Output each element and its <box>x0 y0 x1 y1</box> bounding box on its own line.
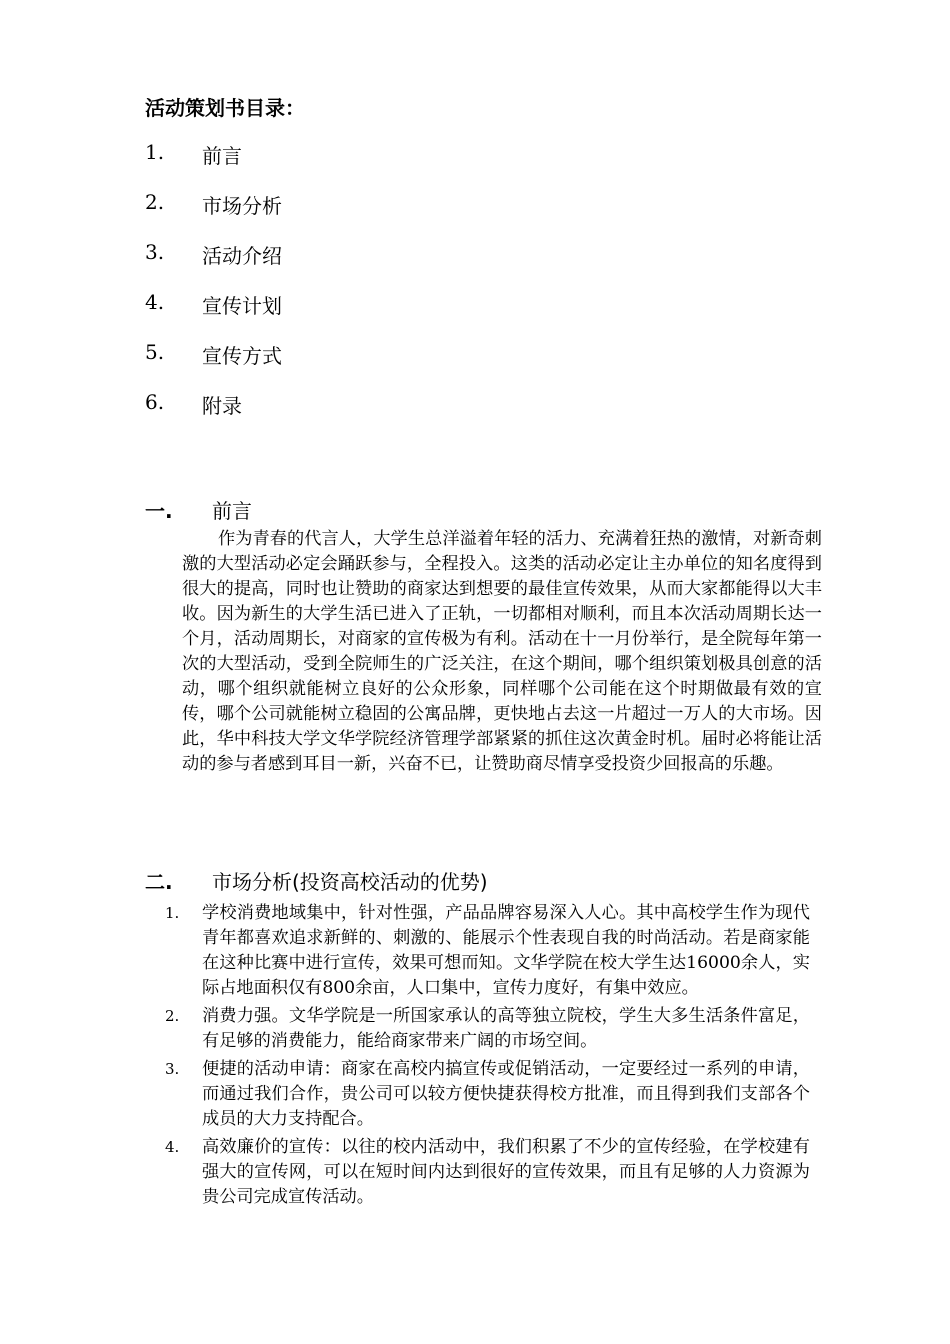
toc-item-label: 宣传方式 <box>202 344 282 368</box>
toc-item <box>145 140 282 190</box>
toc-item-label: 市场分析 <box>202 194 282 218</box>
section1-heading <box>145 495 252 524</box>
section1-title: 前言 <box>212 499 252 523</box>
section1-number: 一. <box>145 499 173 523</box>
list-item-text: 消费力强。文华学院是一所国家承认的高等独立院校，学生大多生活条件富足，有足够的消费能力，能给商家带来广阔的市场空间。 <box>202 1006 810 1051</box>
toc-item-number: 2. <box>145 190 165 214</box>
toc-list <box>145 140 282 440</box>
toc-item-number: 5. <box>145 340 165 364</box>
list-item-number: 2. <box>165 1007 180 1025</box>
toc-item-number: 1. <box>145 140 165 164</box>
toc-item <box>145 340 282 390</box>
section2-heading <box>145 866 488 895</box>
toc-item-label: 活动介绍 <box>202 244 282 268</box>
toc-item-number: 4. <box>145 290 165 314</box>
toc-item <box>145 190 282 240</box>
toc-item <box>145 240 282 290</box>
list-item-text: 便捷的活动申请：商家在高校内搞宣传或促销活动，一定要经过一系列的申请，而通过我们合作，贵公司可以较方便快捷获得校方批准，而且得到我们支部各个成员的大力支持配合。 <box>202 1059 810 1129</box>
list-item-text: 学校消费地域集中，针对性强，产品品牌容易深入人心。其中高校学生作为现代青年都喜欢追求新鲜的、刺激的、能展示个性表现自我的时尚活动。若是商家能在这种比赛中进行宣传，效果可想而知。文华学院在校大学生达16000余人，实际占地面积仅有800余亩，人口集中，宣传力度好，有集中效应。 <box>202 903 810 998</box>
list-item <box>165 1004 810 1054</box>
toc-item-number: 3. <box>145 240 165 264</box>
section2-title: 市场分析(投资高校活动的优势) <box>212 870 488 894</box>
list-item <box>165 901 810 1001</box>
toc-title: 活动策划书目录： <box>145 96 305 120</box>
toc-item-label: 宣传计划 <box>202 294 282 318</box>
list-item <box>165 1057 810 1132</box>
toc-item <box>145 390 282 440</box>
toc-item-number: 6. <box>145 390 165 414</box>
list-item <box>165 1135 810 1210</box>
toc-item-label: 前言 <box>202 144 242 168</box>
toc-item-label: 附录 <box>202 394 242 418</box>
list-item-number: 4. <box>165 1138 180 1156</box>
list-item-text: 高效廉价的宣传：以往的校内活动中，我们积累了不少的宣传经验，在学校建有强大的宣传网，可以在短时间内达到很好的宣传效果，而且有足够的人力资源为贵公司完成宣传活动。 <box>202 1137 810 1207</box>
list-item-number: 3. <box>165 1060 180 1078</box>
preface-paragraph: 作为青春的代言人，大学生总洋溢着年轻的活力、充满着狂热的激情，对新奇刺激的大型活动必定会踊跃参与，全程投入。这类的活动必定让主办单位的知名度得到很大的提高，同时也让赞助的商家达到想要的最佳宣传效果，从而大家都能得以大丰收。因为新生的大学生活已进入了正轨，一切都相对顺利，而且本次活动周期长达一个月，活动周期长，对商家的宣传极为有利。活动在十一月份举行，是全院每年第一次的大型活动，受到全院师生的广泛关注，在这个期间，哪个组织策划极具创意的活动，哪个组织就能树立良好的公众形象，同样哪个公司能在这个时期做最有效的宣传，哪个公司就能树立稳固的公寓品牌，更快地占去这一片超过一万人的大市场。因此，华中科技大学文华学院经济管理学部紧紧的抓住这次黄金时机。届时必将能让活动的参与者感到耳目一新，兴奋不已，让赞助商尽情享受投资少回报高的乐趣。 <box>182 529 822 774</box>
list-item-number: 1. <box>165 904 180 922</box>
toc-item <box>145 290 282 340</box>
section2-number: 二. <box>145 870 173 894</box>
market-analysis-list <box>165 901 810 1213</box>
